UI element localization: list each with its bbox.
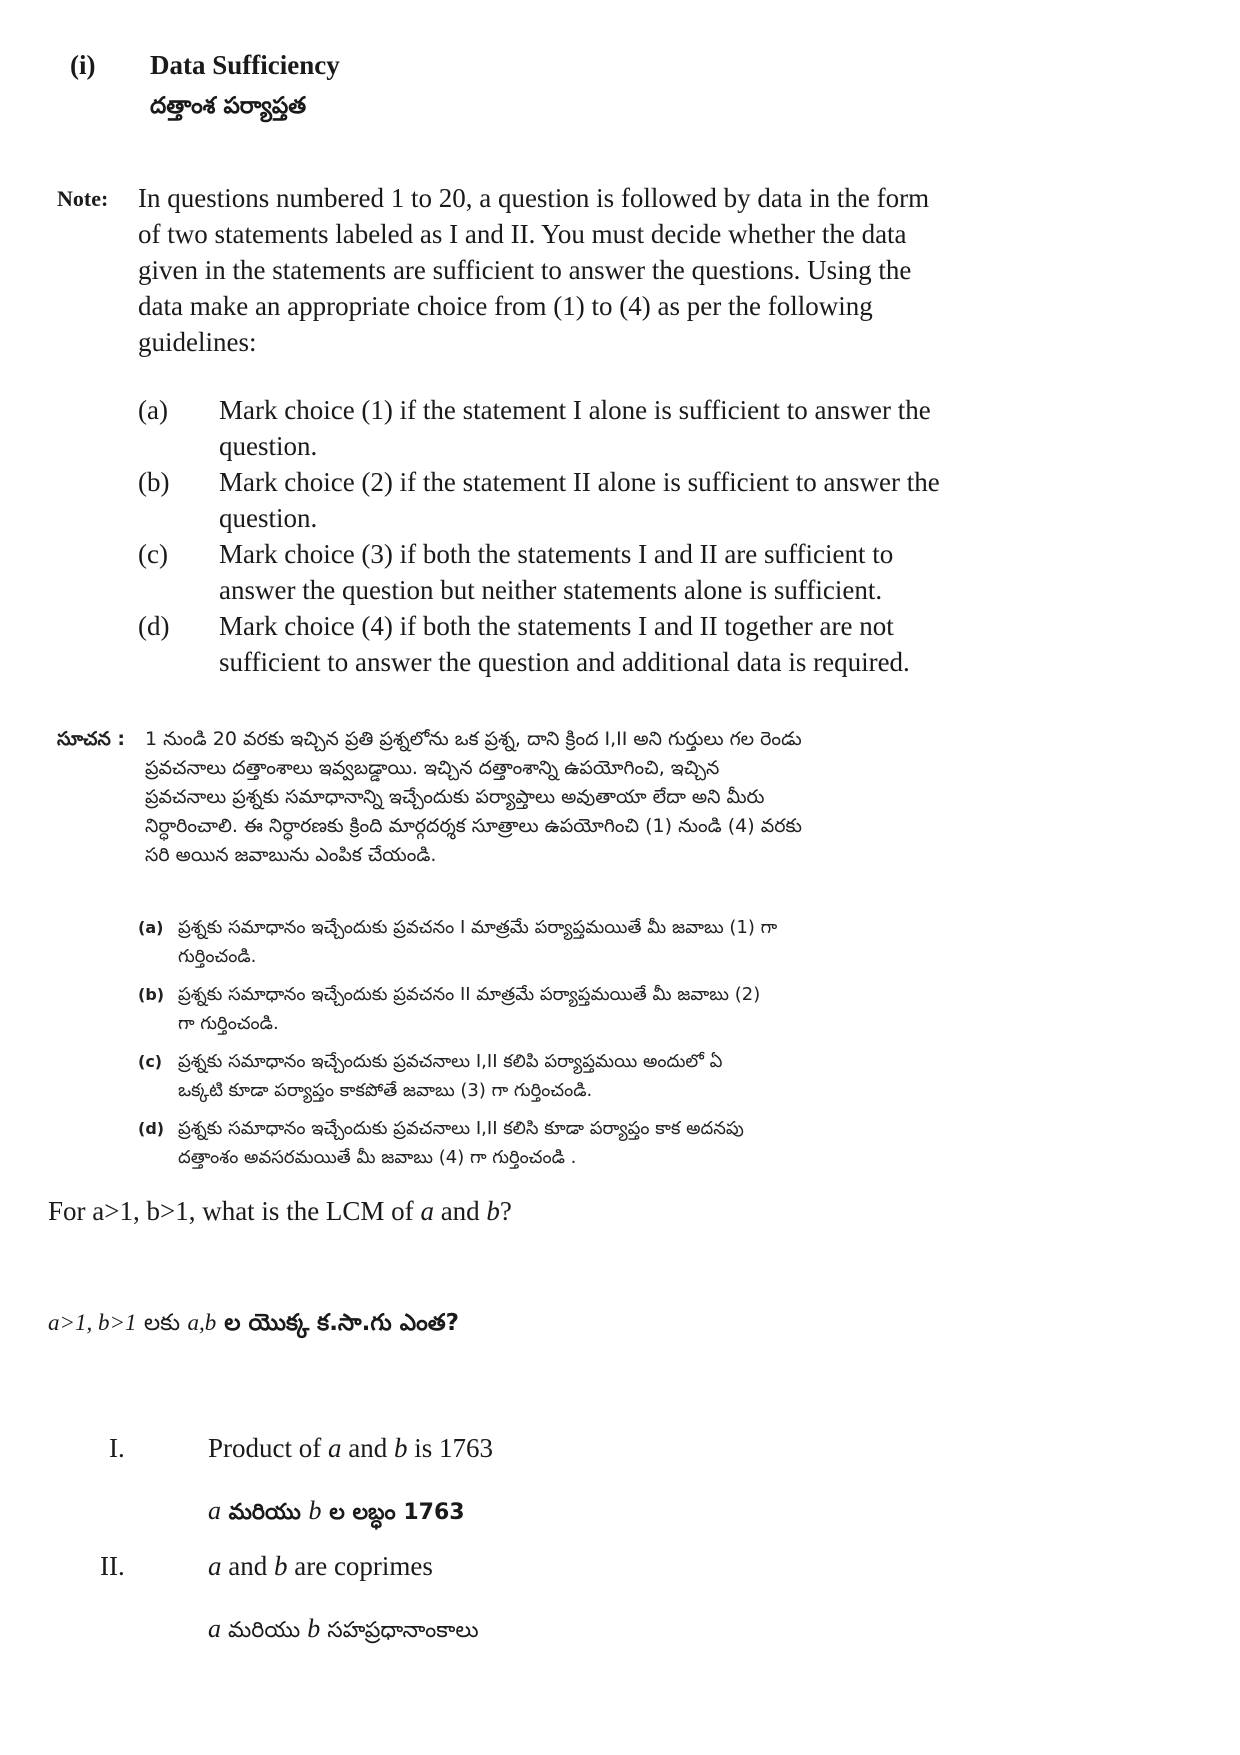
guideline-list: [138, 392, 1078, 680]
telugu-guideline-item: [138, 1047, 1078, 1105]
question-part: For a>1, b>1, what is the LCM of: [48, 1196, 421, 1226]
variable-a: a: [327, 1433, 342, 1463]
section-title-telugu: దత్తాంశ పర్యాప్తత: [150, 93, 307, 119]
note-line: given in the statements are sufficient to answer the questions. Using the: [138, 255, 912, 285]
variable-a: a: [208, 1551, 222, 1581]
telugu-guideline-text: [178, 1114, 1078, 1172]
telugu-note-line: 1 నుండి 20 వరకు ఇచ్చిన ప్రతి ప్రశ్నలోను ఒక ప్రశ్న, దాని క్రింద I,II అని గుర్తులు గల రెండు: [145, 728, 802, 750]
guideline-line: Mark choice (2) if the statement II alone is sufficient to answer the: [219, 467, 940, 497]
guideline-letter: (a): [138, 918, 164, 937]
telugu-guideline-item: [138, 1114, 1078, 1172]
guideline-text: [219, 464, 1078, 536]
guideline-line: Mark choice (1) if the statement I alone is sufficient to answer the: [219, 395, 931, 425]
guideline-item: [138, 536, 1078, 608]
question-condition: a>1, b>1: [48, 1310, 137, 1335]
telugu-note-label: సూచన :: [57, 728, 126, 750]
statement-number: I.: [109, 1433, 125, 1463]
guideline-line: Mark choice (3) if both the statements I and II are sufficient to: [219, 539, 894, 569]
guideline-letter: (d): [138, 1119, 165, 1138]
variable-b: b: [307, 1614, 321, 1643]
question-text: [48, 1196, 512, 1227]
guideline-line: question.: [219, 503, 318, 533]
guideline-line: ప్రశ్నకు సమాధానం ఇచ్చేందుకు ప్రవచనాలు I,II కలిసి కూడా పర్యాప్తం కాక అదనపు: [178, 1118, 744, 1139]
statement-text-telugu: [208, 1496, 465, 1530]
variable-a: a: [208, 1614, 221, 1643]
question-part: ల యొక్క క.సా.గు ఎంత?: [216, 1310, 460, 1336]
guideline-letter: (c): [138, 539, 168, 569]
guideline-letter: (a): [138, 395, 168, 425]
guideline-item: [138, 608, 1078, 680]
statement-number: II.: [100, 1551, 125, 1581]
guideline-line: question.: [219, 431, 318, 461]
variable-a: a: [420, 1196, 434, 1226]
guideline-line: గుర్తించండి.: [178, 946, 257, 967]
telugu-note: [57, 725, 1077, 870]
telugu-guideline-list: [138, 913, 1078, 1181]
variable-b: b: [486, 1196, 500, 1226]
guideline-line: ప్రశ్నకు సమాధానం ఇచ్చేందుకు ప్రవచనం I మాత్రమే పర్యాప్తమయితే మీ జవాబు (1) గా: [178, 917, 778, 938]
note-line: data make an appropriate choice from (1) to (4) as per the following: [138, 291, 873, 321]
note-line: guidelines:: [138, 327, 257, 357]
guideline-line: గా గుర్తించండి.: [178, 1013, 279, 1034]
statement-part: and: [341, 1433, 394, 1463]
telugu-guideline-text: [178, 913, 1078, 971]
statement-part: are coprimes: [287, 1551, 433, 1581]
guideline-line: sufficient to answer the question and additional data is required.: [219, 647, 910, 677]
question-text-telugu: [48, 1310, 459, 1342]
telugu-note-line: ప్రవచనాలు ప్రశ్నకు సమాధానాన్ని ఇచ్చేందుకు పర్యాప్తాలు అవుతాయా లేదా అని మీరు: [145, 786, 765, 808]
telugu-guideline-item: [138, 980, 1078, 1038]
note-line: of two statements labeled as I and II. You must decide whether the data: [138, 219, 907, 249]
variable-b: b: [393, 1433, 408, 1463]
note-paragraph: [138, 180, 1078, 360]
guideline-letter: (b): [138, 985, 165, 1004]
statement-part: Product of: [208, 1433, 328, 1463]
guideline-text: [219, 392, 1078, 464]
guideline-item: [138, 392, 1078, 464]
statement-part: is 1763: [407, 1433, 493, 1463]
statement-text: [208, 1551, 433, 1582]
section-title: Data Sufficiency: [150, 50, 340, 80]
variable-a: a: [208, 1496, 221, 1525]
guideline-letter: (c): [138, 1052, 163, 1071]
variable-b: b: [308, 1496, 322, 1525]
guideline-line: ప్రశ్నకు సమాధానం ఇచ్చేందుకు ప్రవచనాలు I,II కలిపి పర్యాప్తమయి అందులో ఏ: [178, 1051, 723, 1072]
guideline-text: [219, 608, 1078, 680]
statement-text-telugu: [208, 1614, 479, 1648]
question-part: లకు: [136, 1310, 188, 1336]
statement-part: ల లబ్ధం 1763: [321, 1500, 465, 1525]
question-part: and: [433, 1196, 487, 1226]
question-part: ?: [499, 1196, 512, 1226]
telugu-guideline-text: [178, 980, 1078, 1038]
note-label: Note:: [57, 186, 109, 211]
guideline-item: [138, 464, 1078, 536]
variables-ab: a,b: [187, 1310, 217, 1335]
telugu-note-line: ప్రవచనాలు దత్తాంశాలు ఇవ్వబడ్డాయి. ఇచ్చిన దత్తాంశాన్ని ఉపయోగించి, ఇచ్చిన: [145, 757, 720, 779]
note-line: In questions numbered 1 to 20, a question is followed by data in the form: [138, 183, 930, 213]
guideline-letter: (b): [138, 467, 170, 497]
statement-part: సహప్రధానాంకాలు: [320, 1618, 479, 1643]
telugu-note-paragraph: [145, 725, 1077, 870]
guideline-line: దత్తాంశం అవసరమయితే మీ జవాబు (4) గా గుర్తించండి .: [178, 1147, 577, 1168]
guideline-line: ఒక్కటి కూడా పర్యాప్తం కాకపోతే జవాబు (3) గా గుర్తించండి.: [178, 1080, 593, 1101]
statement-part: మరియు: [221, 1500, 309, 1525]
telugu-guideline-item: [138, 913, 1078, 971]
guideline-line: answer the question but neither statements alone is sufficient.: [219, 575, 883, 605]
guideline-letter: (d): [138, 611, 170, 641]
statement-part: మరియు: [221, 1618, 308, 1643]
statement-part: and: [221, 1551, 274, 1581]
guideline-line: ప్రశ్నకు సమాధానం ఇచ్చేందుకు ప్రవచనం II మాత్రమే పర్యాప్తమయితే మీ జవాబు (2): [178, 984, 761, 1005]
guideline-line: Mark choice (4) if both the statements I and II together are not: [219, 611, 894, 641]
telugu-guideline-text: [178, 1047, 1078, 1105]
section-number: (i): [70, 50, 96, 80]
telugu-note-line: నిర్ధారించాలి. ఈ నిర్ధారణకు క్రింది మార్గదర్శక సూత్రాలు ఉపయోగించి (1) నుండి (4) వరకు: [145, 815, 802, 837]
telugu-note-line: సరి అయిన జవాబును ఎంపిక చేయండి.: [145, 844, 437, 866]
guideline-text: [219, 536, 1078, 608]
variable-b: b: [273, 1551, 288, 1581]
statement-text: [208, 1433, 493, 1464]
